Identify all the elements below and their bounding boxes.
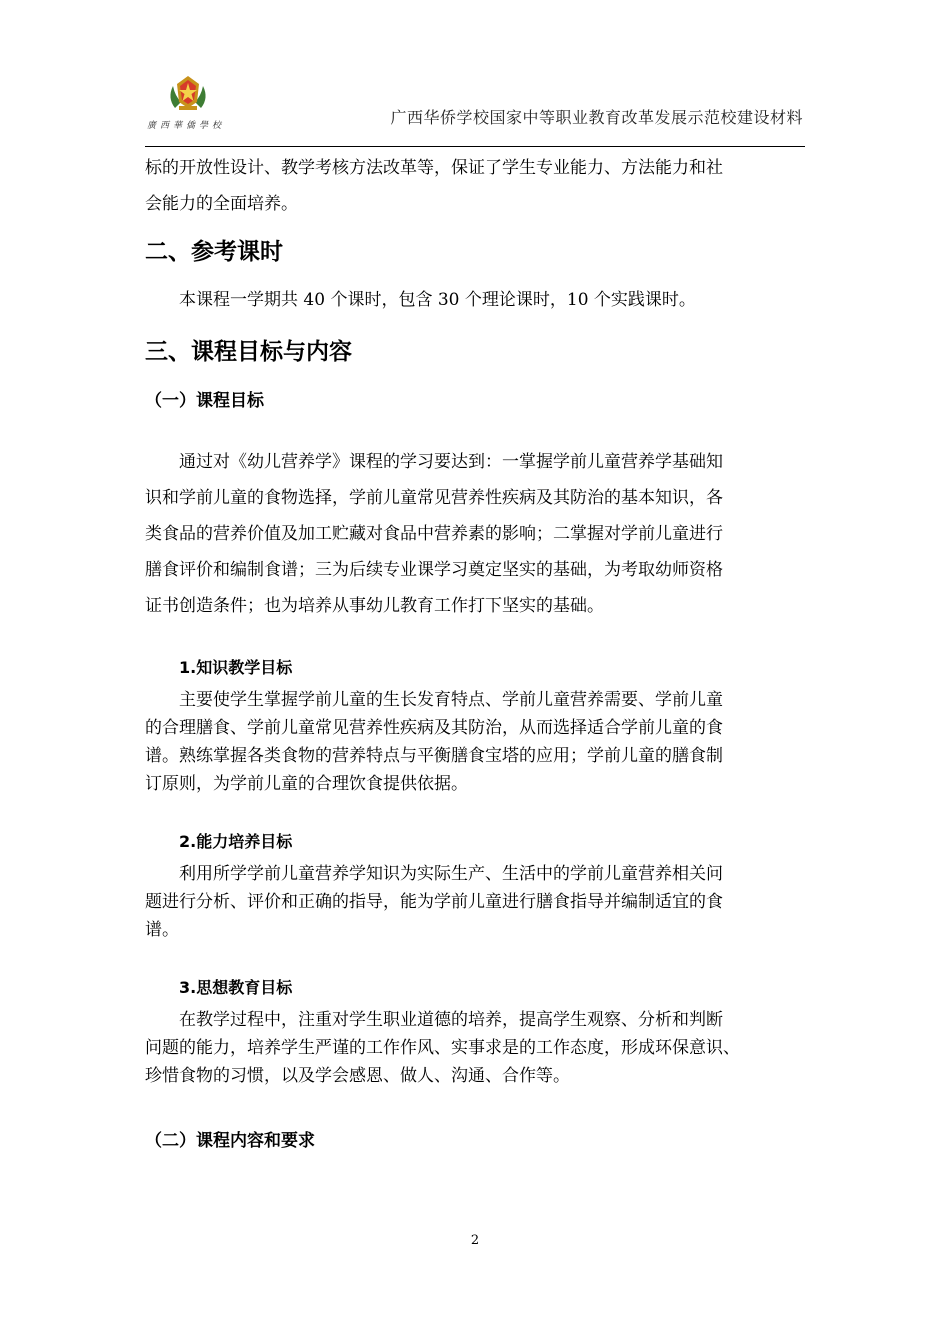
svg-text:廣西華僑學校: 廣西華僑學校 — [147, 121, 226, 131]
section-heading: 二、参考课时 — [145, 239, 283, 265]
paragraph-line: 通过对《幼儿营养学》课程的学习要达到：一掌握学前儿童营养学基础知 — [179, 452, 723, 472]
emblem-icon — [145, 70, 255, 132]
paragraph-line: 谱。熟练掌握各类食物的营养特点与平衡膳食宝塔的应用；学前儿童的膳食制 — [145, 746, 723, 766]
ideology-paragraph — [145, 1006, 810, 1090]
paragraph-line: 题进行分析、评价和正确的指导，能为学前儿童进行膳食指导并编制适宜的食 — [145, 892, 723, 912]
paragraph-line: 的合理膳食、学前儿童常见营养性疾病及其防治，从而选择适合学前儿童的食 — [145, 718, 723, 738]
paragraph-line: 膳食评价和编制食谱；三为后续专业课学习奠定坚实的基础，为考取幼师资格 — [145, 560, 723, 580]
section-paragraph: 本课程一学期共 40 个课时，包含 30 个理论课时，10 个实践课时。 — [179, 290, 696, 310]
goal-heading: 3.思想教育目标 — [179, 978, 293, 997]
subsection-heading: （二）课程内容和要求 — [145, 1131, 315, 1151]
school-logo — [145, 70, 255, 132]
paragraph-line: 识和学前儿童的食物选择，学前儿童常见营养性疾病及其防治的基本知识，各 — [145, 488, 723, 508]
intro-line: 标的开放性设计、教学考核方法改革等，保证了学生专业能力、方法能力和社 — [145, 158, 723, 178]
paragraph-line: 订原则，为学前儿童的合理饮食提供依据。 — [145, 774, 468, 794]
document-body — [145, 150, 810, 1156]
goal-heading: 1.知识教学目标 — [179, 658, 293, 677]
intro-line: 会能力的全面培养。 — [145, 194, 298, 214]
paragraph-line: 问题的能力，培养学生严谨的工作作风、实事求是的工作态度，形成环保意识、 — [145, 1038, 740, 1058]
paragraph-line: 谱。 — [145, 920, 179, 940]
paragraph-line: 主要使学生掌握学前儿童的生长发育特点、学前儿童营养需要、学前儿童 — [179, 690, 723, 710]
paragraph-line: 在教学过程中，注重对学生职业道德的培养，提高学生观察、分析和判断 — [179, 1010, 723, 1030]
goals-paragraph — [145, 444, 810, 624]
paragraph-line: 证书创造条件；也为培养从事幼儿教育工作打下坚实的基础。 — [145, 596, 604, 616]
section-heading: 三、课程目标与内容 — [145, 339, 352, 365]
header-title: 广西华侨学校国家中等职业教育改革发展示范校建设材料 — [390, 108, 803, 127]
ability-paragraph — [145, 860, 810, 944]
page-header — [145, 60, 805, 147]
knowledge-paragraph — [145, 686, 810, 798]
subsection-heading: （一）课程目标 — [145, 391, 264, 411]
paragraph-line: 类食品的营养价值及加工贮藏对食品中营养素的影响；二掌握对学前儿童进行 — [145, 524, 723, 544]
paragraph-line: 利用所学学前儿童营养学知识为实际生产、生活中的学前儿童营养相关问 — [179, 864, 723, 884]
paragraph-line: 珍惜食物的习惯，以及学会感恩、做人、沟通、合作等。 — [145, 1066, 570, 1086]
goal-heading: 2.能力培养目标 — [179, 832, 293, 851]
page-number: 2 — [470, 1233, 480, 1248]
